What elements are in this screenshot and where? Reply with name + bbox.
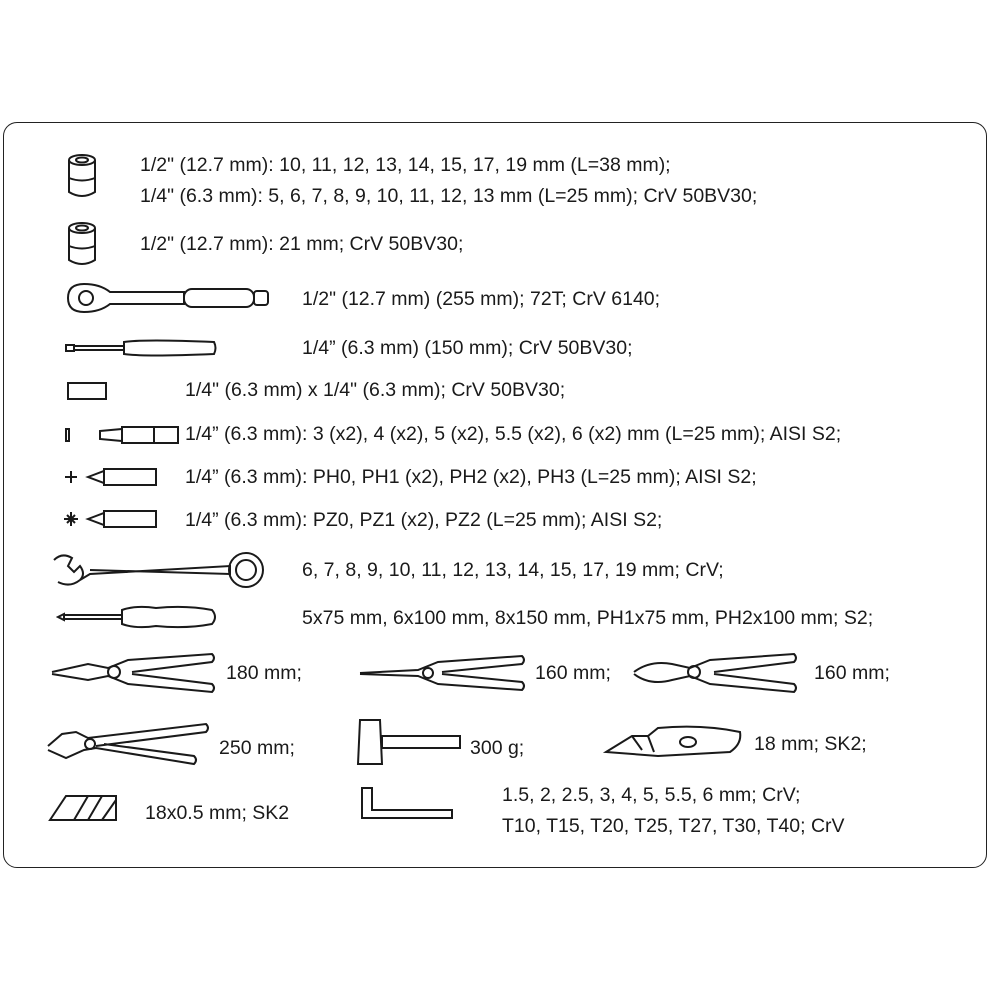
utility-knife-icon bbox=[602, 722, 744, 760]
water-pump-pliers-spec: 250 mm; bbox=[219, 737, 295, 759]
pozidriv-bit-icon bbox=[62, 508, 162, 530]
sockets-spec-line-1: 1/2" (12.7 mm): 10, 11, 12, 13, 14, 15, 17, 19 mm (L=38 mm); bbox=[140, 154, 671, 176]
water-pump-pliers-icon bbox=[44, 720, 212, 768]
adapter-spec: 1/4" (6.3 mm) x 1/4" (6.3 mm); CrV 50BV30; bbox=[185, 379, 566, 401]
combination-pliers-spec: 180 mm; bbox=[226, 662, 302, 684]
screwdriver-icon bbox=[56, 603, 220, 631]
socket-icon bbox=[62, 152, 102, 202]
slotted-bit-spec: 1/4” (6.3 mm): 3 (x2), 4 (x2), 5 (x2), 5.5 (x2), 6 (x2) mm (L=25 mm); AISI S2; bbox=[185, 423, 842, 445]
long-nose-pliers-spec: 160 mm; bbox=[535, 662, 611, 684]
wrench-spec: 6, 7, 8, 9, 10, 11, 12, 13, 14, 15, 17, 19 mm; CrV; bbox=[302, 559, 724, 581]
hammer-icon bbox=[356, 716, 464, 766]
combination-wrench-icon bbox=[50, 548, 270, 592]
utility-knife-spec: 18 mm; SK2; bbox=[754, 733, 867, 755]
long-nose-pliers-icon bbox=[358, 652, 528, 694]
hex-key-spec-line-1: 1.5, 2, 2.5, 3, 4, 5, 5.5, 6 mm; CrV; bbox=[502, 784, 801, 806]
diagonal-cutters-spec: 160 mm; bbox=[814, 662, 890, 684]
hammer-spec: 300 g; bbox=[470, 737, 525, 759]
snap-off-blades-icon bbox=[48, 794, 120, 822]
sockets-spec-line-2: 1/4" (6.3 mm): 5, 6, 7, 8, 9, 10, 11, 12, 13 mm (L=25 mm); CrV 50BV30; bbox=[140, 185, 758, 207]
combination-pliers-icon bbox=[48, 650, 218, 696]
screwdriver-spec: 5x75 mm, 6x100 mm, 8x150 mm, PH1x75 mm, PH2x100 mm; S2; bbox=[302, 607, 874, 629]
torx-key-spec-line-2: T10, T15, T20, T25, T27, T30, T40; CrV bbox=[502, 815, 845, 837]
snap-off-blades-spec: 18x0.5 mm; SK2 bbox=[145, 802, 290, 824]
pozidriv-bit-spec: 1/4” (6.3 mm): PZ0, PZ1 (x2), PZ2 (L=25 mm); AISI S2; bbox=[185, 509, 663, 531]
hex-key-icon bbox=[358, 786, 458, 822]
ratchet-icon bbox=[64, 280, 274, 316]
adapter-icon bbox=[66, 380, 110, 402]
large-socket-icon bbox=[62, 220, 102, 270]
phillips-bit-spec: 1/4” (6.3 mm): PH0, PH1 (x2), PH2 (x2), PH3 (L=25 mm); AISI S2; bbox=[185, 466, 757, 488]
slotted-bit-icon bbox=[62, 424, 182, 446]
large-socket-spec: 1/2" (12.7 mm): 21 mm; CrV 50BV30; bbox=[140, 233, 464, 255]
diagonal-cutters-icon bbox=[630, 650, 800, 696]
ratchet-spec: 1/2" (12.7 mm) (255 mm); 72T; CrV 6140; bbox=[302, 288, 661, 310]
bit-driver-icon bbox=[64, 337, 219, 359]
bit-driver-spec: 1/4” (6.3 mm) (150 mm); CrV 50BV30; bbox=[302, 337, 633, 359]
phillips-bit-icon bbox=[62, 466, 162, 488]
